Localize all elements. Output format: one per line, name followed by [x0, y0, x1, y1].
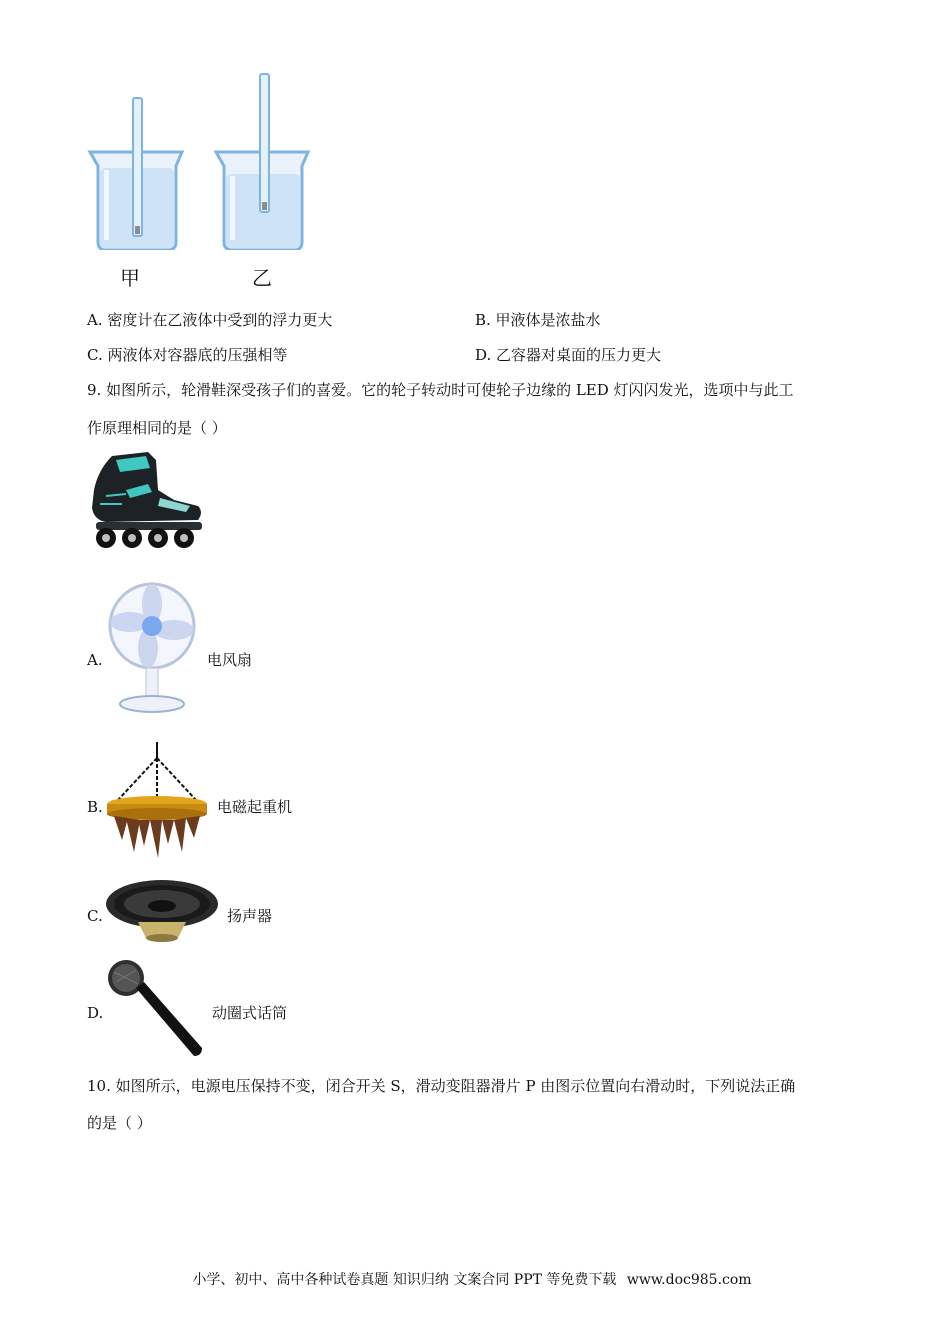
q9-option-a-letter[interactable]: A.	[87, 651, 103, 669]
page-footer	[0, 1269, 950, 1289]
q9-option-b-label: 电磁起重机	[217, 798, 293, 816]
beaker-figure	[86, 70, 316, 250]
q10-stem-line1: 10. 如图所示，电源电压保持不变，闭合开关 S，滑动变阻器滑片 P 由图示位置向右滑动时，下列说法正确	[87, 1077, 796, 1095]
dynamic-microphone-icon	[104, 958, 206, 1060]
q9-option-c-label: 扬声器	[227, 907, 273, 925]
electromagnetic-crane-icon	[104, 740, 210, 862]
q9-option-c-letter[interactable]: C.	[87, 907, 103, 925]
beaker-label-jia: 甲	[120, 266, 140, 290]
q8-option-b[interactable]: B. 甲液体是浓盐水	[475, 311, 601, 329]
q9-option-d-label: 动圈式话筒	[212, 1004, 288, 1022]
inline-skate-image	[86, 450, 208, 554]
q8-option-c[interactable]: C. 两液体对容器底的压强相等	[87, 346, 288, 364]
q9-option-a-label: 电风扇	[207, 651, 253, 669]
q9-stem-line1: 9. 如图所示，轮滑鞋深受孩子们的喜爱。它的轮子转动时可使轮子边缘的 LED 灯闪闪发光，选项中与此工	[87, 381, 794, 399]
loudspeaker-icon	[104, 876, 220, 944]
q8-option-d[interactable]: D. 乙容器对桌面的压力更大	[475, 346, 662, 364]
beaker-label-yi: 乙	[252, 266, 272, 290]
q9-option-b-letter[interactable]: B.	[87, 798, 103, 816]
footer-text: 小学、初中、高中各种试卷真题 知识归纳 文案合同 PPT 等免费下载	[192, 1272, 617, 1288]
q9-stem-line2: 作原理相同的是（ ）	[87, 419, 227, 437]
beaker-jia	[90, 98, 182, 250]
q8-option-a[interactable]: A. 密度计在乙液体中受到的浮力更大	[87, 311, 333, 329]
electric-fan-icon	[108, 582, 198, 716]
footer-url[interactable]: www.doc985.com	[626, 1272, 752, 1288]
q9-option-d-letter[interactable]: D.	[87, 1004, 104, 1022]
q10-stem-line2: 的是（ ）	[87, 1114, 152, 1132]
beaker-yi	[216, 74, 308, 250]
